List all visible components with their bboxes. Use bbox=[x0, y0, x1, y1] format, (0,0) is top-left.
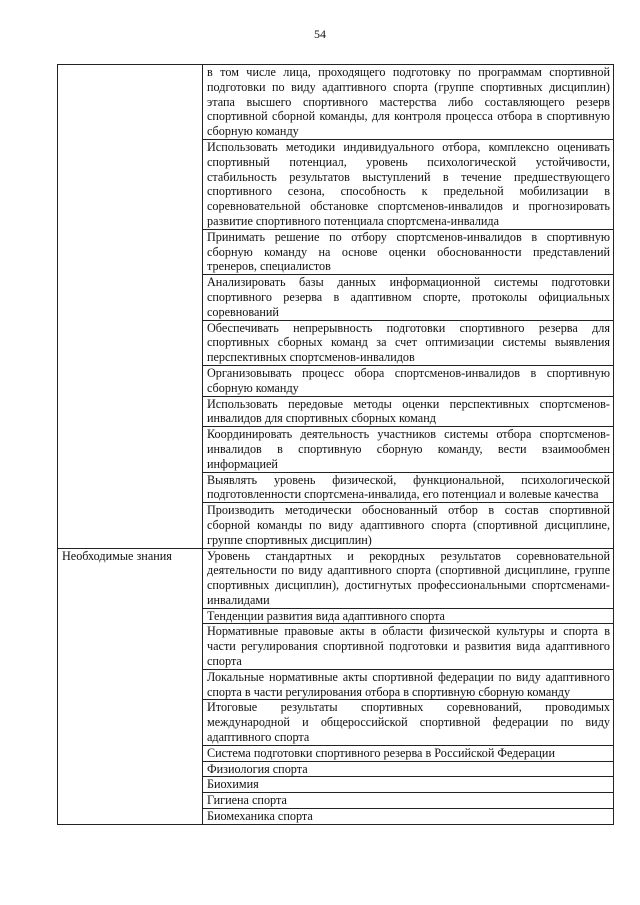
requirement-item: Биомеханика спорта bbox=[203, 809, 614, 825]
requirement-item: Нормативные правовые акты в области физической культуры и спорта в части регулирования спортивной подготовки и развития вида адаптивного спорта bbox=[203, 624, 614, 669]
requirement-item: Координировать деятельность участников системы отбора спортсменов-инвалидов в спортивную сборную команду, вести взаимообмен информацией bbox=[203, 427, 614, 472]
requirement-item: Использовать передовые методы оценки перспективных спортсменов-инвалидов для спортивных сборных команд bbox=[203, 396, 614, 427]
requirement-item: Обеспечивать непрерывность подготовки спортивного резерва для спортивных сборных команд за счет оптимизации системы выявления перспективных спортсменов-инвалидов bbox=[203, 320, 614, 365]
requirement-item: Тенденции развития вида адаптивного спорта bbox=[203, 608, 614, 624]
requirement-item: Биохимия bbox=[203, 777, 614, 793]
requirement-item: Физиология спорта bbox=[203, 761, 614, 777]
row-label-cell bbox=[58, 548, 203, 824]
page-number: 54 bbox=[314, 27, 326, 41]
requirements-table bbox=[57, 64, 614, 825]
requirement-item: Производить методически обоснованный отбор в состав спортивной сборной команды по виду адаптивного спорта (спортивной дисциплине, группе спортивных дисциплин) bbox=[203, 503, 614, 548]
requirement-item: Выявлять уровень физической, функциональной, психологической подготовленности спортсмена-инвалида, его потенциал и волевые качества bbox=[203, 472, 614, 503]
requirement-item: Анализировать базы данных информационной системы подготовки спортивного резерва в адаптивном спорте, протоколы официальных соревнований bbox=[203, 275, 614, 320]
row-label: Необходимые знания bbox=[62, 548, 172, 563]
requirement-item: Использовать методики индивидуального отбора, комплексно оценивать спортивный потенциал, уровень психологической устойчивости, стабильность результатов выступлений в течение предшествующего спортивного сезона, способность к предельной мобилизации в соревновательной обстановке спортсменов-инвалидов и прогнозировать развитие спортивного потенциала спортсмена-инвалида bbox=[203, 139, 614, 229]
requirement-item: Принимать решение по отбору спортсменов-инвалидов в спортивную сборную команду на основе оценки обоснованности представлений тренеров, специалистов bbox=[203, 229, 614, 274]
requirement-item: в том числе лица, проходящего подготовку по программам спортивной подготовки по виду адаптивного спорта (группе спортивных дисциплин) этапа высшего спортивного мастерства либо составляющего резерв спортивной сборной команды, для контроля процесса отбора в спортивную сборную команду bbox=[203, 65, 614, 140]
requirement-item: Система подготовки спортивного резерва в Российской Федерации bbox=[203, 745, 614, 761]
row-label-cell bbox=[58, 65, 203, 549]
table-row bbox=[58, 65, 614, 140]
requirement-item: Уровень стандартных и рекордных результатов соревновательной деятельности по виду адаптивного спорта (спортивной дисциплине, группе спортивных дисциплин), достигнутых профессиональными спортсменами-инвалидами bbox=[203, 548, 614, 608]
table-row bbox=[58, 548, 614, 608]
requirement-item: Организовывать процесс обора спортсменов-инвалидов в спортивную сборную команду bbox=[203, 365, 614, 396]
table-body bbox=[58, 65, 614, 825]
requirement-item: Локальные нормативные акты спортивной федерации по виду адаптивного спорта в части регулирования отбора в спортивную сборную команду bbox=[203, 669, 614, 700]
requirement-item: Гигиена спорта bbox=[203, 793, 614, 809]
requirement-item: Итоговые результаты спортивных соревнований, проводимых международной и общероссийской спортивной федерации по виду адаптивного спорта bbox=[203, 700, 614, 745]
